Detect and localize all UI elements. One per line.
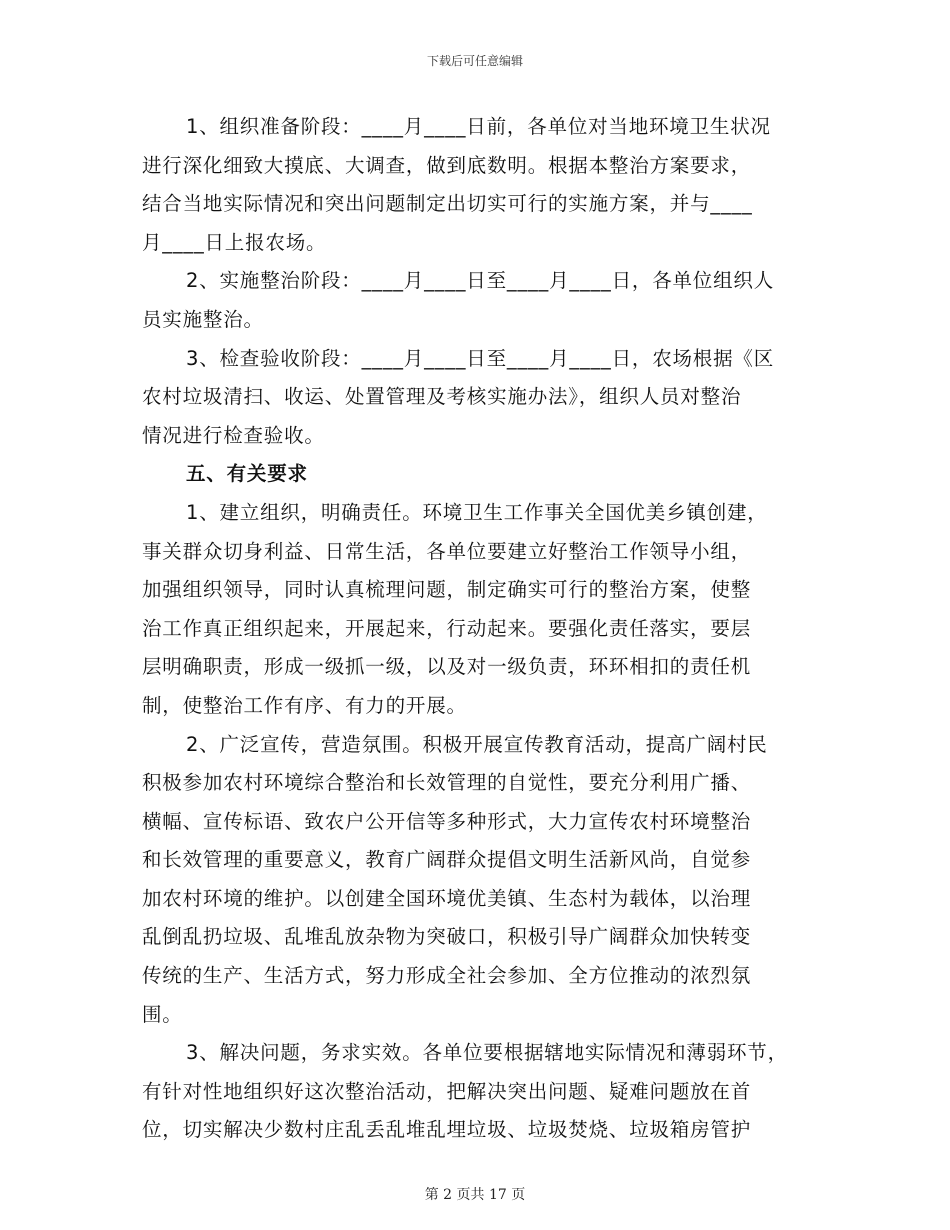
paragraph-stage-1 [142,108,822,262]
text-line: 治工作真正组织起来，开展起来，行动起来。要强化责任落实，要层 [142,616,752,640]
text-line: 横幅、宣传标语、致农户公开信等多种形式，大力宣传农村环境整治 [142,809,752,833]
text-line: 2、广泛宣传，营造氛围。积极开展宣传教育活动，提高广阔村民 [186,732,768,756]
text-line: 层明确职责，形成一级抓一级，以及对一级负责，环环相扣的责任机 [142,655,752,679]
text-line: 乱倒乱扔垃圾、乱堆乱放杂物为突破口，积极引导广阔群众加快转变 [142,925,752,949]
text-line: 农村垃圾清扫、收运、处置管理及考核实施办法》，组织人员对整治 [142,385,742,409]
text-line: 积极参加农村环境综合整治和长效管理的自觉性，要充分利用广播、 [142,771,752,795]
paragraph-stage-3 [142,340,822,456]
paragraph-req-3 [142,1034,822,1150]
section-title: 五、有关要求 [186,462,308,486]
text-line: 加农村环境的维护。以创建全国环境优美镇、生态村为载体，以治理 [142,886,752,910]
text-line: 3、解决问题，务求实效。各单位要根据辖地实际情况和薄弱环节， [186,1041,788,1065]
paragraph-req-1 [142,494,822,726]
page-number: 第 2 页共 17 页 [424,1187,526,1203]
page-header: 下载后可任意编辑 [426,54,523,68]
paragraph-req-2 [142,726,822,1035]
text-line: 2、实施整治阶段：____月____日至____月____日，各单位组织人 [186,269,775,293]
text-line: 制，使整治工作有序、有力的开展。 [142,693,467,717]
text-line: 情况进行检查验收。 [142,423,325,447]
text-line: 位，切实解决少数村庄乱丢乱堆乱埋垃圾、垃圾焚烧、垃圾箱房管护 [142,1118,752,1142]
document-body [142,108,822,1150]
text-line: 月____日上报农场。 [142,230,327,254]
text-line: 进行深化细致大摸底、大调查，做到底数明。根据本整治方案要求， [142,153,752,177]
text-line: 1、组织准备阶段：____月____日前，各单位对当地环境卫生状况 [186,115,771,138]
text-line: 传统的生产、生活方式，努力形成全社会参加、全方位推动的浓烈氛 [142,964,752,988]
text-line: 员实施整治。 [142,307,264,331]
text-line: 事关群众切身利益、日常生活，各单位要建立好整治工作领导小组， [142,539,752,563]
text-line: 有针对性地组织好这次整治活动，把解决突出问题、疑难问题放在首 [142,1079,752,1103]
text-line: 3、检查验收阶段：____月____日至____月____日，农场根据《区 [186,346,775,370]
text-line: 和长效管理的重要意义，教育广阔群众提倡文明生活新风尚，自觉参 [142,848,752,872]
text-line: 加强组织领导，同时认真梳理问题，制定确实可行的整治方案，使整 [142,578,752,602]
text-line: 围。 [142,1002,183,1026]
text-line: 1、建立组织，明确责任。环境卫生工作事关全国优美乡镇创建， [186,500,768,524]
text-line: 结合当地实际情况和突出问题制定出切实可行的实施方案，并与____ [142,192,753,216]
section-heading [142,455,822,494]
paragraph-stage-2 [142,262,822,339]
